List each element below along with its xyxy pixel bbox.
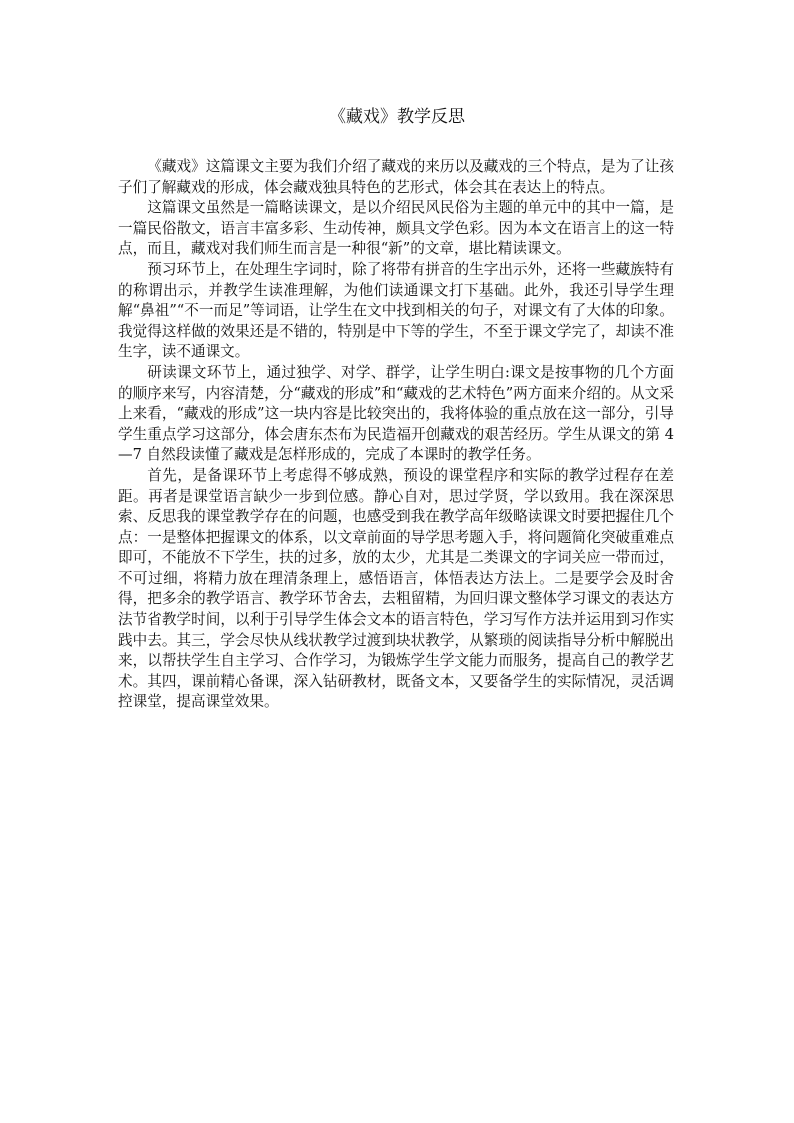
paragraph: 首先，是备课环节上考虑得不够成熟，预设的课堂程序和实际的教学过程存在差距。再者是课堂语言缺少一步到位感。静心自对，思过学贤，学以致用。我在深深思索、反思我的课堂教学存在的问题，也感受到我在教学高年级略读课文时要把握住几个点：一是整体把握课文的体系，以文章前面的导学思考题入手，将问题简化突破重难点即可，不能放不下学生，扶的过多，放的太少，尤其是二类课文的字词关应一带而过，不可过细，将精力放在理清条理上，感悟语言，体悟表达方法上。二是要学会及时舍得，把多余的教学语言、教学环节舍去，去粗留精，为回归课文整体学习课文的表达方法节省教学时间，以利于引导学生体会文本的语言特色，学习写作方法并运用到习作实践中去。其三，学会尽快从线状教学过渡到块状教学，从繁琐的阅读指导分析中解脱出来，以帮扶学生自主学习、合作学习，为锻炼学生学文能力而服务，提高自己的教学艺术。其四，课前精心备课，深入钻研教材，既备文本，又要备学生的实际情况，灵活调控课堂，提高课堂效果。 [118, 466, 674, 711]
paragraph: 预习环节上，在处理生字词时，除了将带有拼音的生字出示外，还将一些藏族特有的称谓出示，并教学生读准理解，为他们读通课文打下基础。此外，我还引导学生理解“鼻祖”“不一而足”等词语，让学生在文中找到相关的句子，对课文有了大体的印象。我觉得这样做的效果还是不错的，特别是中下等的学生，不至于课文学完了，却读不准生字，读不通课文。 [118, 260, 674, 361]
document-body [118, 157, 674, 713]
paragraph: 这篇课文虽然是一篇略读课文，是以介绍民风民俗为主题的单元中的其中一篇，是一篇民俗散文，语言丰富多彩、生动传神，颇具文学色彩。因为本文在语言上的这一特点，而且，藏戏对我们师生而言是一种很“新”的文章，堪比精读课文。 [118, 199, 674, 258]
page-title: 《藏戏》教学反思 [329, 107, 465, 127]
paragraph: 《藏戏》这篇课文主要为我们介绍了藏戏的来历以及藏戏的三个特点，是为了让孩子们了解藏戏的形成，体会藏戏独具特色的艺形式，体会其在表达上的特点。 [118, 158, 674, 196]
paragraph: 研读课文环节上，通过独学、对学、群学，让学生明白:课文是按事物的几个方面的顺序来写，内容清楚，分“藏戏的形成”和“藏戏的艺术特色”两方面来介绍的。从文采上来看，“藏戏的形成”这一块内容是比较突出的，我将体验的重点放在这一部分，引导学生重点学习这部分，体会唐东杰布为民造福开创藏戏的艰苦经历。学生从课文的第 4—7 自然段读懂了藏戏是怎样形成的，完成了本课时的教学任务。 [118, 363, 674, 464]
